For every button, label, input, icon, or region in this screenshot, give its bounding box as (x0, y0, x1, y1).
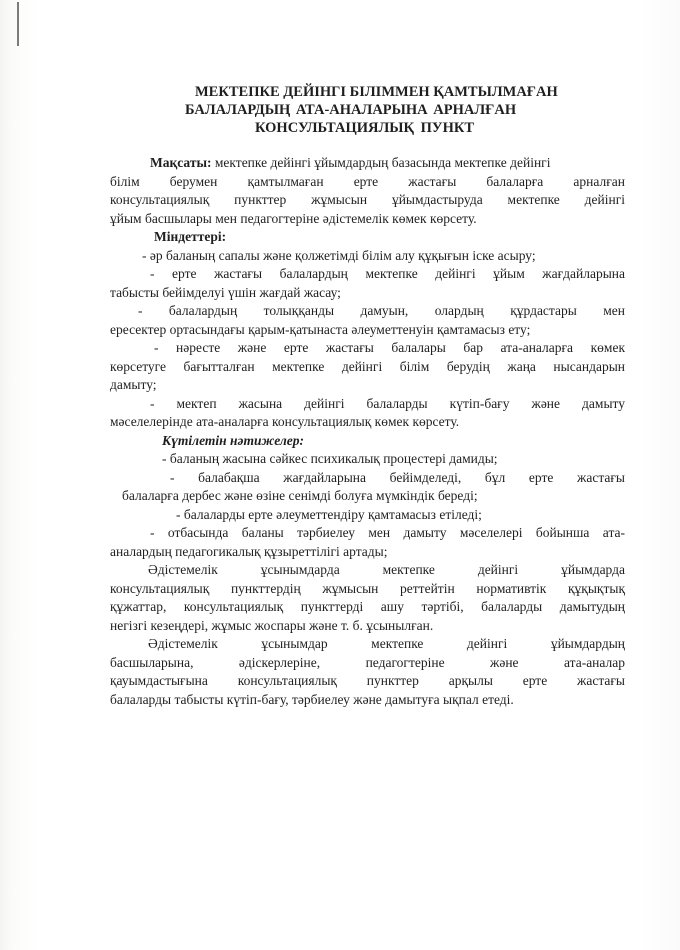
document-body (110, 154, 625, 709)
goal-line-3: консультациялық пункттер жұмысын ұйымдастыруда мектепке дейінгі (110, 192, 625, 207)
para2-line-1: Әдістемелік ұсынымдар мектепке дейінгі ұйымдардың (148, 636, 625, 651)
recommendations-paragraph-1 (110, 561, 625, 635)
para1-line-1: Әдістемелік ұсынымдарда мектепке дейінгі ұйымдарда (148, 562, 625, 577)
goal-section (110, 154, 625, 228)
task-item-4-line-3: дамыту; (110, 377, 157, 392)
task-item-5-line-2: мәселелерінде ата-аналарға консультациялық көмек көрсету. (110, 414, 460, 429)
para1-line-4: негізгі кезеңдері, жұмыс жоспары және т. б. ұсынылған. (110, 617, 434, 633)
para2-line-3: қауымдастығына консультациялық пункттер арқылы ерте жастағы (110, 673, 625, 688)
para1-line-3: құжаттар, консультациялық пункттерді ашу тәртібі, балаларды дамытудың (110, 599, 625, 614)
result-item-1: - баланың жасына сәйкес психикалық процестері дамиды; (162, 451, 498, 466)
goal-line-4: ұйым басшылары мен педагогтеріне әдістемелік көмек көрсету. (110, 210, 477, 226)
title-line-2: БАЛАЛАРДЫҢ АТА-АНАЛАРЫНА АРНАЛҒАН (185, 102, 517, 118)
result-item-3: - балаларды ерте әлеуметтендіру қамтамасыз етіледі; (176, 506, 482, 522)
results-section (110, 432, 625, 562)
result-item-4-line-2: аналардың педагогикалық құзыреттілігі артады; (110, 543, 388, 559)
goal-label: Мақсаты: (150, 155, 212, 170)
task-item-1: - әр баланың сапалы және қолжетімді білім алу құқығын іске асыру; (142, 247, 536, 263)
recommendations-paragraph-2 (110, 635, 625, 709)
results-heading: Күтілетін нәтижелер: (162, 432, 305, 448)
task-item-3-line-2: ересектер ортасындағы қарым-қатынаста әлеуметтенуін қамтамасыз ету; (110, 321, 531, 337)
task-item-4-line-2: көрсетуге бағытталған мектепке дейінгі білім берудің жаңа нысандарын (110, 358, 625, 374)
binding-edge-mark (17, 2, 19, 46)
task-item-2-line-2: табысты бейімделуі үшін жағдай жасау; (110, 284, 341, 300)
para2-line-2: басшыларына, әдіскерлеріне, педагогтеріне және ата-аналар (110, 654, 625, 670)
task-item-3-line-1: - балалардың толыққанды дамуын, олардың құрдастары мен (138, 303, 625, 318)
task-item-5-line-1: - мектеп жасына дейінгі балаларды күтіп-бағу және дамыту (150, 395, 625, 411)
task-item-2-line-1: - ерте жастағы балалардың мектепке дейінгі ұйым жағдайларына (150, 266, 625, 281)
title-line-1: МЕКТЕПКЕ ДЕЙІНГІ БІЛІММЕН ҚАМТЫЛМАҒАН (195, 84, 558, 100)
result-item-2-line-1: - балабақша жағдайларына бейімделеді, бұл ерте жастағы (170, 469, 625, 485)
result-item-4-line-1: - отбасында баланы тәрбиелеу мен дамыту мәселелері бойынша ата- (150, 525, 625, 540)
goal-line-1: Мақсаты: мектепке дейінгі ұйымдардың базасында мектепке дейінгі (150, 155, 551, 170)
result-item-2-line-2: балаларға дербес және өзіне сенімді болуға мүмкіндік береді; (122, 488, 478, 503)
title-line-3: КОНСУЛЬТАЦИЯЛЫҚ ПУНКТ (255, 120, 475, 136)
tasks-heading: Міндеттері: (154, 229, 227, 244)
goal-line-2: білім берумен қамтылмаған ерте жастағы балаларға арналған (110, 173, 625, 189)
para1-line-2: консультациялық пункттердің жұмысын реттейтін нормативтік құқықтық (110, 580, 625, 596)
tasks-section (110, 228, 625, 432)
para2-line-4: балаларды табысты күтіп-бағу, тәрбиелеу және дамытуға ықпал етеді. (110, 691, 514, 707)
task-item-4-line-1: - нәресте және ерте жастағы балалары бар ата-аналарға көмек (154, 340, 625, 355)
